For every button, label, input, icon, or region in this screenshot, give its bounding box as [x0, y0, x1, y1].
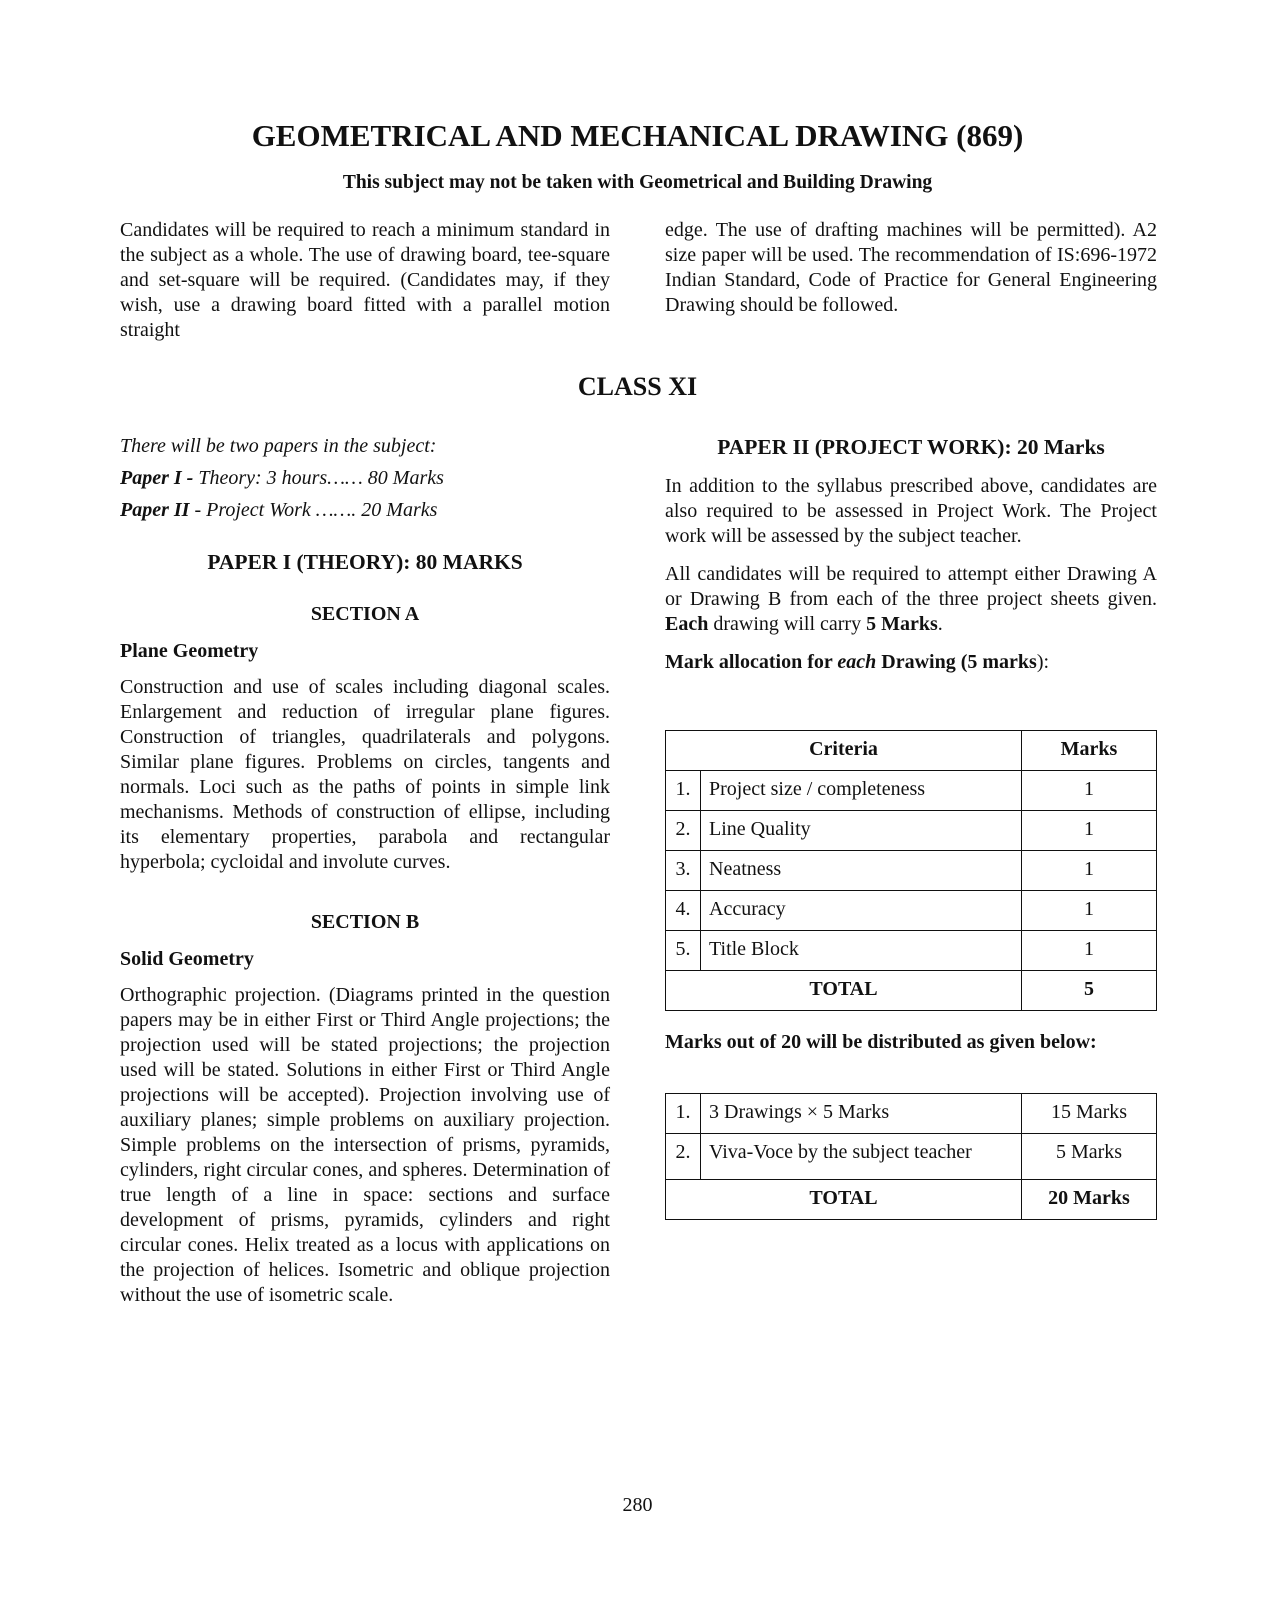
- section-a-subheading: Plane Geometry: [120, 640, 259, 662]
- table-total-row: [666, 1180, 1157, 1220]
- section-a: [120, 603, 610, 875]
- row-number: 5.: [666, 931, 701, 971]
- paper2-paragraph-1: In addition to the syllabus prescribed above, candidates are also required to be assessed in Project Work. The Project work will be assessed by the subject teacher.: [665, 475, 1157, 547]
- row-number: 3.: [666, 851, 701, 891]
- paper2-section: [665, 435, 1157, 675]
- paper1-heading: PAPER I (THEORY): 80 MARKS: [207, 550, 523, 574]
- section-a-heading: SECTION A: [310, 603, 420, 625]
- intro-paragraph-right: edge. The use of drafting machines will be permitted). A2 size paper will be used. The recommendation of IS:696-1972 Indian Standard, Code of Practice for General Engineering Drawing should be followed.: [665, 219, 1157, 316]
- row-criteria: Neatness: [701, 851, 1022, 891]
- para2-text-c: drawing will carry: [708, 613, 867, 635]
- criteria-header: Criteria: [666, 731, 1022, 771]
- total-label: TOTAL: [666, 1180, 1022, 1220]
- table-row: [666, 811, 1157, 851]
- section-a-text: Construction and use of scales including diagonal scales. Enlargement and reduction of irregular plane figures. Construction of triangles, quadrilaterals and polygons. Similar plane figures. Problems on circles, tangents and normals. Loci such as the paths of points in simple link mechanisms. Methods of construction of ellipse, including its elementary properties, parabola and rectangular hyperbola; cycloidal and involute curves.: [120, 676, 610, 873]
- row-criteria: Project size / completeness: [701, 771, 1022, 811]
- table-row: [666, 891, 1157, 931]
- papers-list: [120, 430, 610, 526]
- paper1-label: Paper I -: [120, 467, 194, 489]
- row-item: 3 Drawings × 5 Marks: [701, 1094, 1022, 1134]
- marks-distribution-table: [665, 1093, 1157, 1220]
- row-number: 4.: [666, 891, 701, 931]
- paper1-heading-wrap: [120, 550, 610, 575]
- row-criteria: Accuracy: [701, 891, 1022, 931]
- intro-paragraph-left: Candidates will be required to reach a minimum standard in the subject as a whole. The use of drawing board, tee-square and set-square will be required. (Candidates may, if they wish, use a drawing board fitted with a parallel motion straight: [120, 219, 610, 341]
- row-item: Viva-Voce by the subject teacher: [701, 1134, 1022, 1180]
- section-b-heading: SECTION B: [310, 911, 420, 933]
- page-title: GEOMETRICAL AND MECHANICAL DRAWING (869): [251, 118, 1024, 153]
- alloc-text-b: each: [837, 651, 877, 673]
- table-total-row: [666, 971, 1157, 1011]
- row-marks: 1: [1022, 771, 1157, 811]
- section-b: [120, 911, 610, 1308]
- paper1-line: [120, 462, 610, 494]
- mark-allocation-table: [665, 730, 1157, 1011]
- section-b-subheading: Solid Geometry: [120, 948, 254, 970]
- alloc-text-e: ):: [1036, 651, 1050, 673]
- row-criteria: Title Block: [701, 931, 1022, 971]
- table-row: [666, 851, 1157, 891]
- alloc-text-d: 5 marks: [967, 651, 1037, 673]
- para2-text-e: .: [937, 613, 943, 635]
- row-number: 1.: [666, 1094, 701, 1134]
- paper2-text: - Project Work ……. 20 Marks: [189, 499, 438, 521]
- para2-text-d: 5 Marks: [866, 613, 938, 635]
- table-row: [666, 1094, 1157, 1134]
- marks-header: Marks: [1022, 731, 1157, 771]
- row-marks: 15 Marks: [1022, 1094, 1157, 1134]
- alloc-text-c: Drawing (: [876, 651, 968, 673]
- intro-left-column: [120, 218, 610, 343]
- mark-allocation-heading: [665, 650, 1157, 675]
- section-b-text: Orthographic projection. (Diagrams printed in the question papers may be in either First or Third Angle projections; the projection used will be stated projections; the projection used will be stated. Solutions in either First or Third Angle projections will be accepted). Projection involving use of auxiliary planes; simple problems on auxiliary projection. Simple problems on the intersection of prisms, pyramids, cylinders, right circular cones, and spheres. Determination of true length of a line in space: sections and surface development of prisms, pyramids, cylinders and right circular cones. Helix treated as a locus with applications on the projection of helices. Isometric and oblique projection without the use of isometric scale.: [120, 984, 610, 1306]
- total-value: 5: [1022, 971, 1157, 1011]
- alloc-text-a: Mark allocation for: [665, 651, 838, 673]
- row-number: 2.: [666, 1134, 701, 1180]
- paper2-label: Paper II: [120, 499, 190, 521]
- distribution-heading-wrap: [665, 1030, 1157, 1055]
- table-row: [666, 1134, 1157, 1180]
- paper1-text: Theory: 3 hours…… 80 Marks: [193, 467, 444, 489]
- para2-text-b: Each: [665, 613, 709, 635]
- row-marks: 1: [1022, 891, 1157, 931]
- total-value: 20 Marks: [1022, 1180, 1157, 1220]
- para2-text-a: All candidates will be required to attempt either Drawing A or Drawing B from each of the three project sheets given.: [665, 563, 1157, 610]
- paper2-paragraph-2: [665, 562, 1157, 637]
- table-header-row: [666, 731, 1157, 771]
- table-row: [666, 771, 1157, 811]
- row-marks: 5 Marks: [1022, 1134, 1157, 1180]
- paper2-line: [120, 494, 610, 526]
- row-marks: 1: [1022, 811, 1157, 851]
- papers-intro: There will be two papers in the subject:: [120, 435, 437, 457]
- intro-right-column: [665, 218, 1157, 318]
- row-criteria: Line Quality: [701, 811, 1022, 851]
- distribution-heading: Marks out of 20 will be distributed as given below:: [665, 1031, 1097, 1053]
- total-label: TOTAL: [666, 971, 1022, 1011]
- page-number: 280: [622, 1494, 653, 1516]
- row-number: 2.: [666, 811, 701, 851]
- row-marks: 1: [1022, 851, 1157, 891]
- paper2-heading: PAPER II (PROJECT WORK): 20 Marks: [717, 435, 1105, 459]
- row-number: 1.: [666, 771, 701, 811]
- class-heading: CLASS XI: [577, 372, 698, 401]
- page-subtitle: This subject may not be taken with Geometrical and Building Drawing: [342, 172, 933, 193]
- row-marks: 1: [1022, 931, 1157, 971]
- table-row: [666, 931, 1157, 971]
